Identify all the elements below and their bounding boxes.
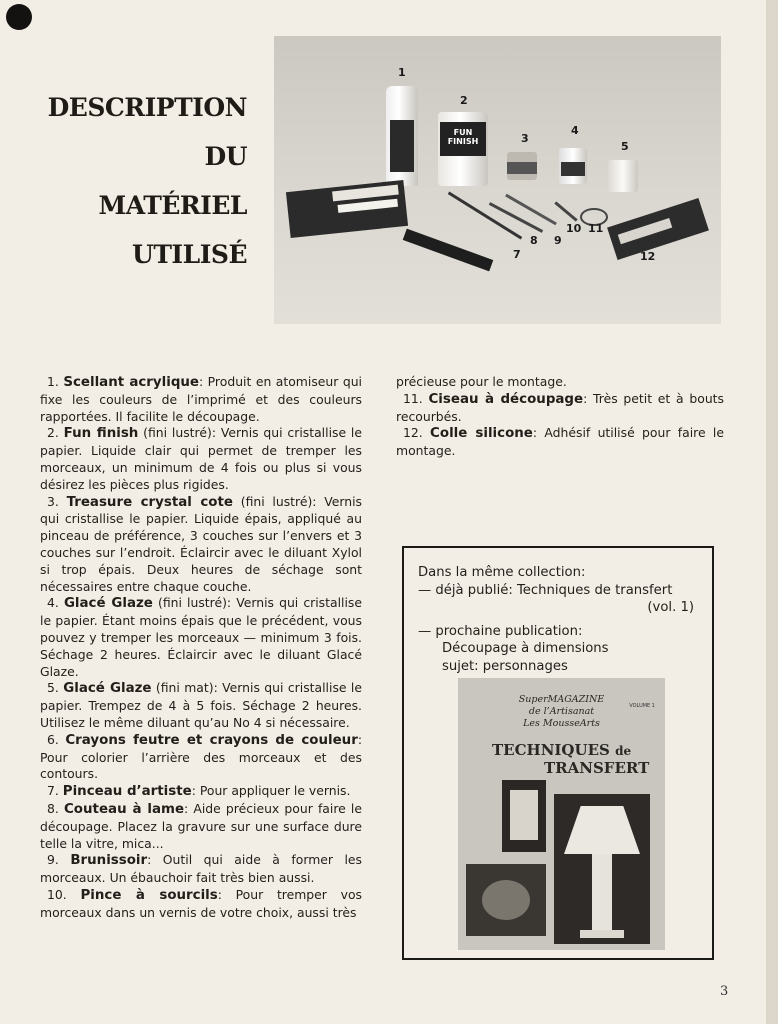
page-edge [766, 0, 778, 1024]
cover-volume: VOLUME 1 [629, 703, 655, 709]
collection-intro: Dans la même collection: [418, 565, 586, 580]
label-4: 4 [571, 124, 579, 137]
tweezers [554, 201, 577, 221]
binder-hole [6, 4, 32, 30]
upcoming-line: — prochaine publication: [418, 623, 583, 639]
list-item: 10. Pince à sourcils: Pour tremper vos morceaux dans un vernis de votre choix, aussi très [40, 886, 362, 920]
label-1: 1 [398, 66, 406, 79]
knife [489, 202, 543, 233]
jar-4 [559, 148, 587, 184]
label-10: 10 [566, 222, 582, 235]
burnisher [505, 194, 557, 226]
list-item: 9. Brunissoir: Outil qui aide à former les morceaux. Un ébauchoir fait très bien aussi. [40, 852, 362, 886]
title-line-1: DESCRIPTION [47, 93, 247, 122]
description-column-1 [40, 374, 362, 922]
label-2: 2 [460, 94, 468, 107]
title-line-2: DU [204, 142, 247, 171]
collection-text [418, 564, 694, 675]
spray-can [386, 86, 418, 186]
upcoming-title: Découpage à dimensions [442, 641, 609, 656]
materials-photo [274, 36, 721, 324]
label-9: 9 [554, 234, 562, 247]
fun-finish-can [438, 112, 488, 186]
list-item: 6. Crayons feutre et crayons de couleur: Pour colorier l’arrière des morceaux et des contours. [40, 731, 362, 782]
list-item: 3. Treasure crystal cote (fini lustré): Vernis qui cristallise le papier. Liquide épais, appliqué au pinceau de préférence, 3 couches sur l’envers et 3 couches sur l’endroit. Éclaircir avec le diluant Xylol si trop épais. Deux heures de séchage sont nécessaires entre chaque couche. [40, 493, 362, 594]
cover-lamp-photo [554, 794, 650, 944]
list-item: 8. Couteau à lame: Aide précieux pour faire le découpage. Placez la gravure sur une surface dure telle la vitre, mica... [40, 800, 362, 851]
cover-frame-top [502, 780, 546, 852]
list-item: 12. Colle silicone: Adhésif utilisé pour faire le montage. [396, 425, 724, 459]
magazine-cover [458, 678, 665, 950]
label-3: 3 [521, 132, 529, 145]
cover-brand: SuperMAGAZINE de l’Artisanat Les MousseArts [518, 694, 605, 729]
title-line-3: MATÉRIEL [98, 191, 247, 220]
upcoming-subject: sujet: personnages [442, 658, 568, 674]
published-line: — déjà publié: Techniques de transfert [418, 582, 673, 598]
description-column-2 [396, 374, 724, 460]
pencils [403, 229, 494, 272]
page-number: 3 [720, 984, 729, 999]
list-item: 5. Glacé Glaze (fini mat): Vernis qui cristallise le papier. Trempez de 4 à 5 fois. Séchage 2 heures. Utilisez le même diluant qu’au No 4 si nécessaire. [40, 680, 362, 730]
list-item-continuation: précieuse pour le montage. [396, 374, 567, 389]
cover-title: TECHNIQUES de TRANSFERT [492, 741, 650, 777]
list-item: 1. Scellant acrylique: Produit en atomiseur qui fixe les couleurs de l’imprimé et des couleurs rapportées. Il facilite le découpage. [40, 374, 362, 424]
volume-line: (vol. 1) [647, 600, 694, 615]
label-8: 8 [530, 234, 538, 247]
label-5: 5 [621, 140, 629, 153]
list-item: 7. Pinceau d’artiste: Pour appliquer le vernis. [47, 783, 351, 800]
list-item: 4. Glacé Glaze (fini lustré): Vernis qui cristallise le papier. Étant moins épais que le précédent, vous pouvez y tremper les morceaux — minimum 3 fois. Séchage 2 heures. Éclaircir avec le diluant Glacé Glaze. [40, 595, 362, 679]
page-title [32, 88, 247, 284]
label-12: 12 [640, 250, 656, 263]
list-item: 2. Fun finish (fini lustré): Vernis qui cristallise le papier. Liquide clair qui permet de tremper les morceaux, un minimum de 4 fois ou plus si vous désirez les pièces plus rigides. [40, 425, 362, 492]
label-11: 11 [588, 222, 604, 235]
collection-box [402, 546, 714, 960]
can-label: FUN FINISH [447, 128, 479, 146]
jar-3 [507, 152, 537, 180]
cover-frame-bottom [466, 864, 546, 936]
jar-5 [608, 160, 638, 192]
silicone-glue [607, 198, 709, 260]
label-7: 7 [513, 248, 521, 261]
title-line-4: UTILISÉ [132, 240, 247, 269]
list-item: 11. Ciseau à découpage: Très petit et à bouts recourbés. [396, 390, 724, 424]
marker-pack [286, 180, 408, 238]
